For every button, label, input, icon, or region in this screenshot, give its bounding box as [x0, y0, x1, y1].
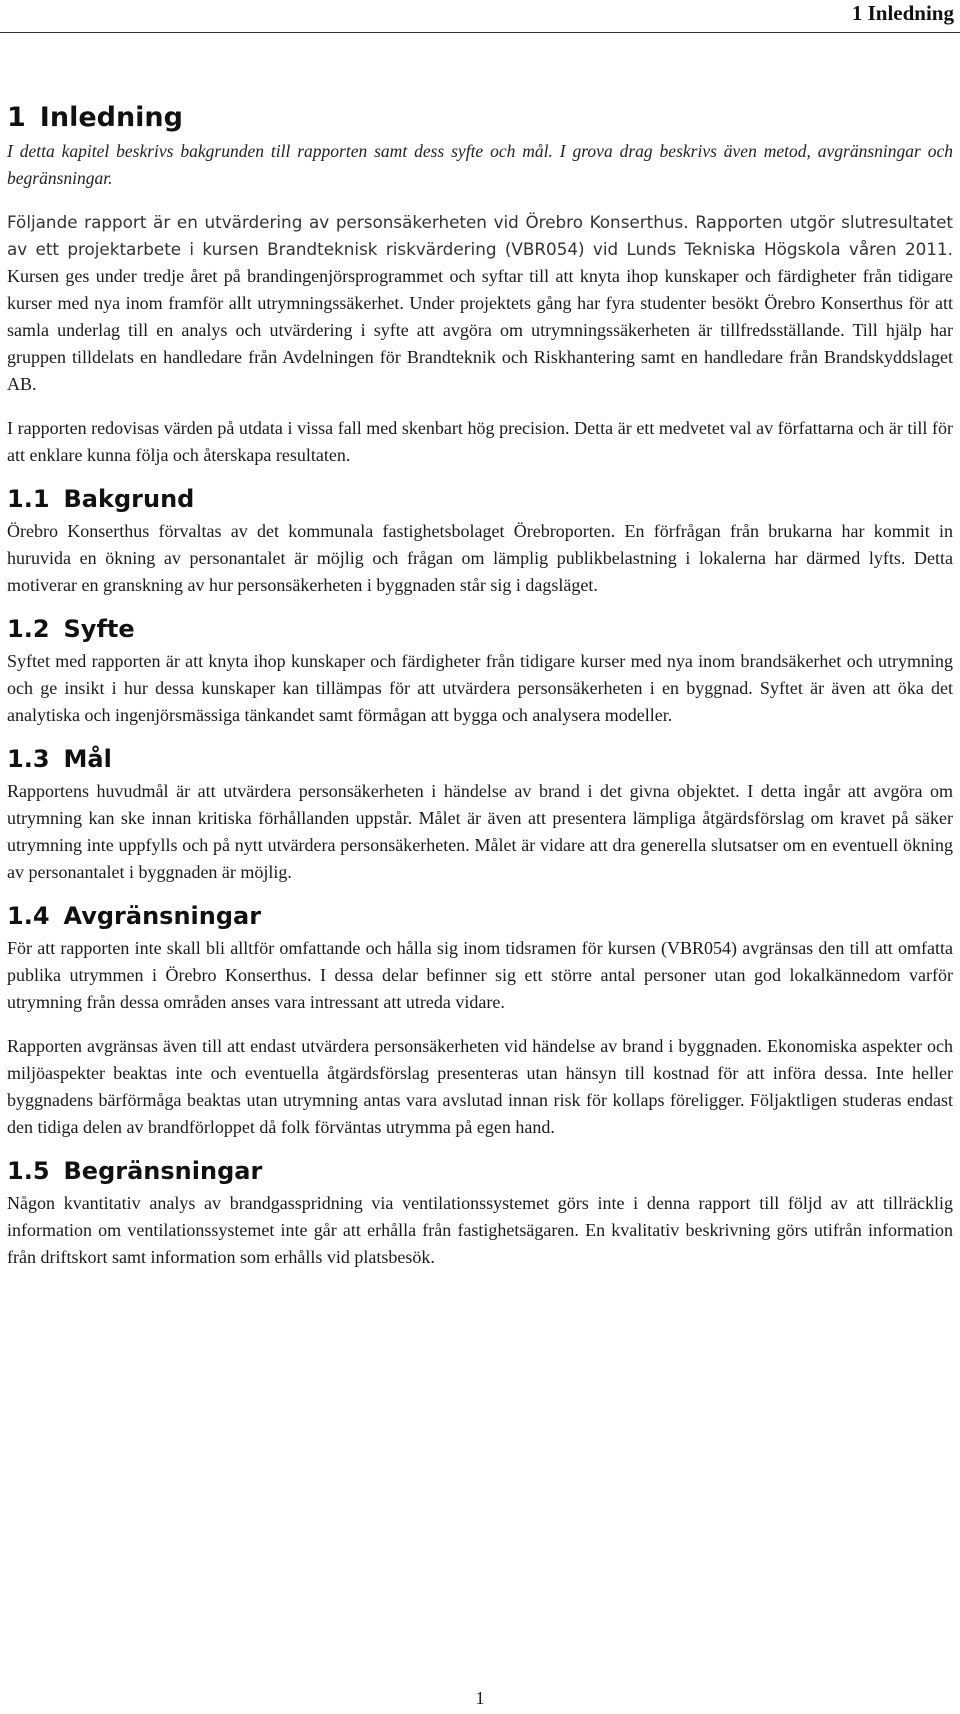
section-syfte-paragraph: Syftet med rapporten är att knyta ihop kunskaper och färdigheter från tidigare kurser med nya inom brandsäkerhet och utrymning och ge insikt i hur dessa kunskaper kan tillämpas för att utvärdera personsäkerheten i en byggnad. Syftet är även att öka det analytiska och ingenjörsmässiga tänkandet samt förmågan att bygga och analysera modeller. [7, 651, 953, 725]
section-heading-begransningar [7, 1155, 953, 1187]
section-avgransningar-paragraph-2: Rapporten avgränsas även till att endast utvärdera personsäkerheten vid händelse av brand i byggnaden. Ekonomiska aspekter och miljöaspekter beaktas inte och eventuella åtgärdsförslag presenteras utan hänsyn till kostnad för att införa dessa. Inte heller byggnadens bärförmåga beaktas utan utrymning antas vara avslutad innan risk för kollaps föreligger. Följaktligen studeras endast den tidiga delen av brandförloppet då folk förväntas utrymma på egen hand. [7, 1036, 953, 1137]
chapter-paragraph-1-serif-part: Kursen ges under tredje året på brandingenjörsprogrammet och syftar till att knyta ihop kunskaper och färdigheter från tidigare kurser med nya inom framför allt utrymningssäkerhet. Under projektets gång har fyra studenter besökt Örebro Konserthus för att samla underlag till en analys och utvärdering i syfte att avgöra om utrymningssäkerheten är tillfredsställande. Till hjälp har gruppen tilldelats en handledare från Avdelningen för Brandteknik och Riskhantering samt en handledare från Brandskyddslaget AB. [7, 266, 953, 394]
section-title: Begränsningar [63, 1157, 263, 1185]
chapter-intro: I detta kapitel beskrivs bakgrunden till rapporten samt dess syfte och mål. I grova drag beskrivs även metod, avgränsningar och begränsningar. [7, 141, 953, 188]
section-title: Avgränsningar [63, 902, 262, 930]
chapter-paragraph-1-sans-part: Följande rapport är en utvärdering av personsäkerheten vid Örebro Konserthus. Rapporten utgör slutresultatet av ett projektarbete i kursen Brandteknisk riskvärdering (VBR054) vid Lunds Tekniska Högskola våren 2011. [7, 212, 953, 259]
section-number: 1.3 [7, 745, 50, 773]
running-header [0, 0, 960, 36]
chapter-title: Inledning [39, 102, 183, 133]
page-number: 1 [475, 1688, 485, 1708]
section-avgransningar-paragraph-1: För att rapporten inte skall bli alltför omfattande och hålla sig inom tidsramen för kursen (VBR054) avgränsas den till att omfatta publika utrymmen i Örebro Konserthus. I dessa delar befinner sig ett större antal personer utan god lokalkännedom varför utrymning från dessa områden anses vara intressant att utreda vidare. [7, 938, 953, 1012]
chapter-number: 1 [7, 102, 26, 133]
section-mal-paragraph: Rapportens huvudmål är att utvärdera personsäkerheten i händelse av brand i det givna objektet. I detta ingår att avgöra om utrymning kan ske innan kritiska förhållanden uppstår. Målet är även att presentera lämpliga åtgärdsförslag om kravet på säker utrymning inte uppfylls och på nytt utvärdera personsäkerheten. Målet är vidare att dra generella slutsatser om en eventuell ökning av personantalet i byggnaden är möjlig. [7, 781, 953, 882]
section-heading-bakgrund [7, 483, 953, 515]
section-number: 1.2 [7, 615, 50, 643]
header-divider [0, 32, 960, 33]
section-heading-avgransningar [7, 900, 953, 932]
section-number: 1.1 [7, 485, 50, 513]
section-title: Syfte [63, 615, 135, 643]
section-begransningar-paragraph: Någon kvantitativ analys av brandgasspridning via ventilationssystemet görs inte i denna rapport till följd av att tillräcklig information om ventilationssystemet inte går att erhålla från fastighetsägaren. En kvalitativ beskrivning görs utifrån information från driftskort samt information som erhålls vid platsbesök. [7, 1193, 953, 1267]
page-content [7, 100, 953, 1271]
section-heading-mal [7, 743, 953, 775]
section-bakgrund-paragraph: Örebro Konserthus förvaltas av det kommunala fastighetsbolaget Örebroporten. En förfrågan från brukarna har kommit in huruvida en ökning av personantalet är möjlig och frågan om lämplig publikbelastning i lokalerna har därmed lyfts. Detta motiverar en granskning av hur personsäkerheten i byggnaden står sig i dagsläget. [7, 521, 953, 595]
section-title: Bakgrund [63, 485, 195, 513]
chapter-heading [7, 100, 953, 136]
section-title: Mål [63, 745, 112, 773]
section-number: 1.4 [7, 902, 50, 930]
chapter-paragraph-2: I rapporten redovisas värden på utdata i vissa fall med skenbart hög precision. Detta är ett medvetet val av författarna och är till för att enklare kunna följa och återskapa resultaten. [7, 418, 953, 465]
section-heading-syfte [7, 613, 953, 645]
section-number: 1.5 [7, 1157, 50, 1185]
running-header-title: 1 Inledning [851, 1, 954, 25]
chapter-paragraph-1 [7, 209, 953, 398]
